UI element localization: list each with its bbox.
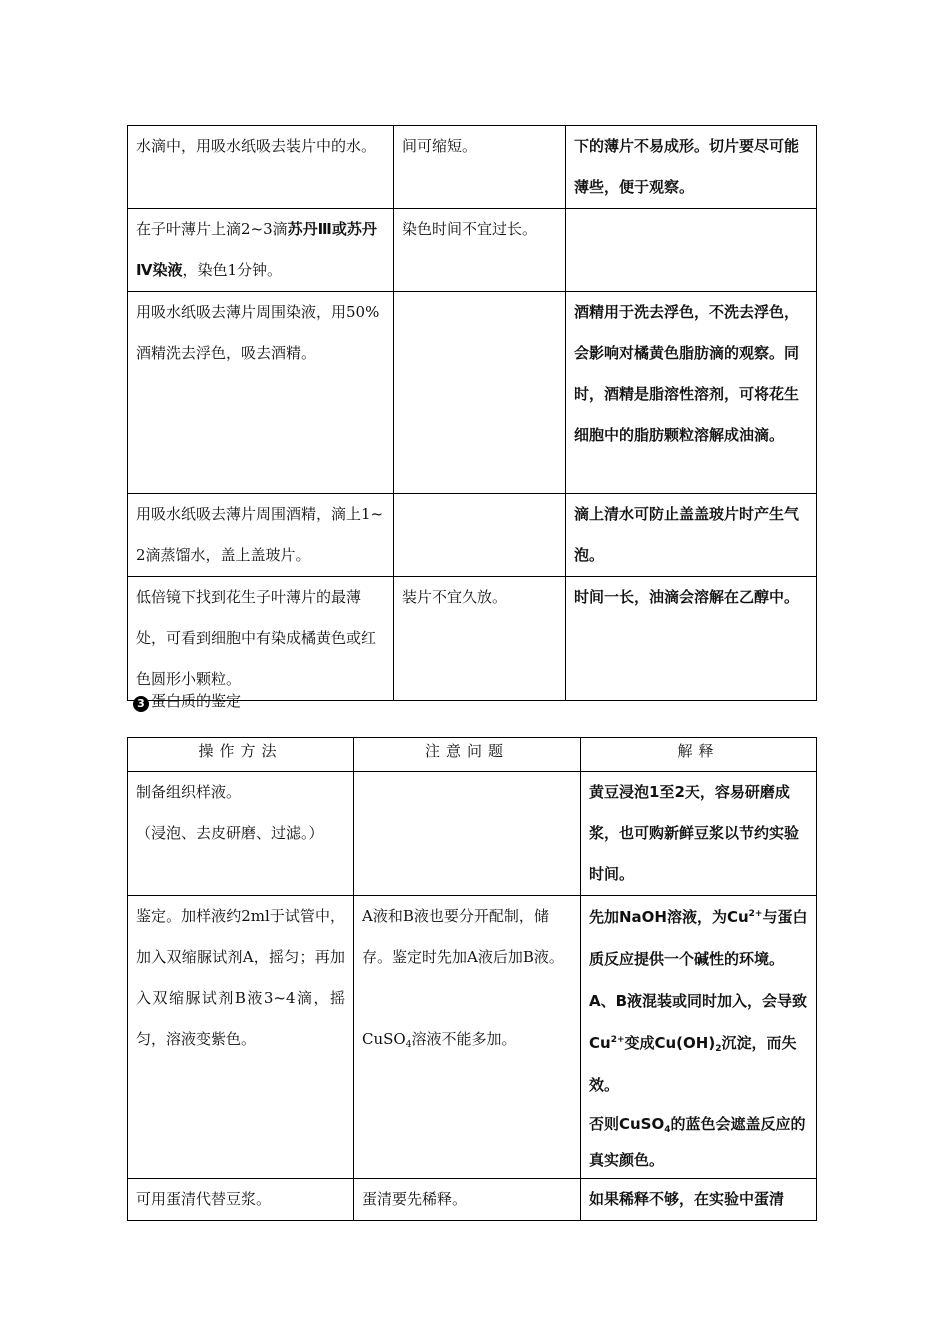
section-heading	[133, 690, 241, 712]
explain-cell: 酒精用于洗去浮色，不洗去浮色，会影响对橘黄色脂肪滴的观察。同时，酒精是脂溶性溶剂，可将花生细胞中的脂肪颗粒溶解成油滴。	[566, 292, 817, 494]
note-cell: 间可缩短。	[394, 126, 566, 209]
protein-procedure-table	[127, 737, 817, 1221]
note-cell	[394, 292, 566, 494]
column-header: 解释	[581, 738, 817, 772]
lipid-procedure-table	[127, 125, 817, 701]
table-row	[128, 209, 817, 292]
note-cell: 装片不宜久放。	[394, 577, 566, 701]
explain-cell	[581, 896, 817, 1179]
explain-cell: 黄豆浸泡1至2天，容易研磨成浆，也可购新鲜豆浆以节约实验时间。	[581, 772, 817, 896]
method-text: 制备组织样液。	[136, 783, 242, 801]
column-header: 注意问题	[354, 738, 581, 772]
section-title: 蛋白质的鉴定	[151, 692, 242, 710]
table-row	[128, 772, 817, 896]
explain-cell: 时间一长，油滴会溶解在乙醇中。	[566, 577, 817, 701]
note-text: A液和B液也要分开配制，储存。鉴定时先加A液后加B液。	[362, 907, 564, 966]
note-text: CuSO$_4$溶液不能多加。	[362, 1030, 517, 1050]
note-cell	[354, 772, 581, 896]
method-cell: 水滴中，用吸水纸吸去装片中的水。	[128, 126, 394, 209]
section-number: 3	[133, 696, 149, 712]
method-cell: 用吸水纸吸去薄片周围染液，用50%酒精洗去浮色，吸去酒精。	[128, 292, 394, 494]
note-cell	[354, 896, 581, 1179]
method-cell: 用吸水纸吸去薄片周围酒精，滴上1~2滴蒸馏水，盖上盖玻片。	[128, 494, 394, 577]
explain-cell: 下的薄片不易成形。切片要尽可能薄些，便于观察。	[566, 126, 817, 209]
method-text: ，染色1分钟。	[182, 261, 283, 279]
column-header: 操作方法	[128, 738, 354, 772]
table-row	[128, 577, 817, 701]
method-cell: 鉴定。加样液约2ml于试管中，加入双缩脲试剂A，摇匀；再加入双缩脲试剂B液3~4滴，摇匀，溶液变紫色。	[128, 896, 354, 1179]
table-row	[128, 494, 817, 577]
explain-cell	[566, 209, 817, 292]
note-cell: 染色时间不宜过长。	[394, 209, 566, 292]
explain-cell: 滴上清水可防止盖盖玻片时产生气泡。	[566, 494, 817, 577]
table-row	[128, 896, 817, 1179]
table-row	[128, 292, 817, 494]
method-cell	[128, 209, 394, 292]
method-text: （浸泡、去皮研磨、过滤。）	[136, 824, 324, 842]
explain-cell: 如果稀释不够，在实验中蛋清	[581, 1179, 817, 1221]
table-row	[128, 126, 817, 209]
method-cell	[128, 772, 354, 896]
explain-text: 否则CuSO$_4$的蓝色会遮盖反应的真实颜色。	[589, 1115, 806, 1169]
table-header-row	[128, 738, 817, 772]
note-cell: 蛋清要先稀释。	[354, 1179, 581, 1221]
method-text: 在子叶薄片上滴2~3滴	[136, 220, 288, 238]
stain-name: 苏丹Ⅲ或苏丹Ⅳ染液	[136, 220, 377, 279]
table-row	[128, 1179, 817, 1221]
method-cell: 可用蛋清代替豆浆。	[128, 1179, 354, 1221]
explain-text: 先加NaOH溶液，为$Cu^{2+}$与蛋白质反应提供一个碱性的环境。A、B液混装或同时加入，会导致$Cu^{2+}$变成$Cu(OH)_2$沉淀，而失效。	[589, 908, 808, 1094]
note-cell	[394, 494, 566, 577]
method-cell: 低倍镜下找到花生子叶薄片的最薄处，可看到细胞中有染成橘黄色或红色圆形小颗粒。	[128, 577, 394, 701]
